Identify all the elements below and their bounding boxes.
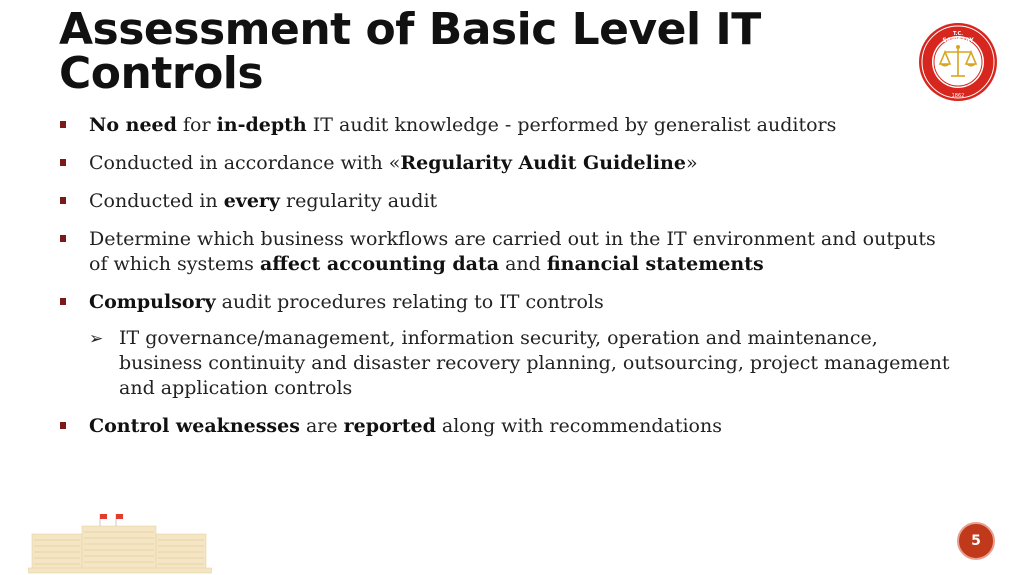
square-bullet-icon xyxy=(60,235,66,242)
square-bullet-icon xyxy=(60,121,66,128)
bullet-6-part-4: along with recommendations xyxy=(435,415,722,437)
building-illustration xyxy=(28,512,212,575)
square-bullet-icon xyxy=(60,298,66,305)
slide-title: Assessment of Basic Level IT Controls xyxy=(59,4,761,99)
bullet-list xyxy=(60,113,960,452)
bullet-4-part-3: and xyxy=(499,253,547,275)
square-bullet-icon xyxy=(60,197,66,204)
bullet-item-1 xyxy=(60,113,960,138)
sub-bullet-item-1 xyxy=(60,326,960,401)
bullet-1-part-2: for xyxy=(176,114,217,136)
bullet-item-2 xyxy=(60,151,960,176)
seal-name-text: SAYIŞTAY xyxy=(942,37,974,44)
bullet-6-part-3: reported xyxy=(343,415,436,437)
bullet-4-part-4: financial statements xyxy=(546,253,764,275)
bullet-3-part-3: regularity audit xyxy=(279,190,438,212)
seal-top-text: T.C. xyxy=(952,31,964,37)
bullet-2-part-2: Regularity Audit Guideline xyxy=(400,152,686,174)
bullet-3-part-2: every xyxy=(223,190,280,212)
page-number: 5 xyxy=(971,533,981,549)
bullet-item-5 xyxy=(60,290,960,315)
bullet-item-3 xyxy=(60,189,960,214)
bullet-2-part-1: Conducted in accordance with « xyxy=(89,152,401,174)
bullet-4-part-2: affect accounting data xyxy=(259,253,500,275)
arrow-bullet-icon: ➢ xyxy=(89,329,104,349)
bullet-item-4 xyxy=(60,227,960,277)
square-bullet-icon xyxy=(60,159,66,166)
bullet-5-part-2: audit procedures relating to IT controls xyxy=(215,291,604,313)
bullet-5-part-1: Compulsory xyxy=(89,291,216,313)
bullet-6-part-2: are xyxy=(299,415,344,437)
sub-bullet-1-text: IT governance/management, information security, operation and maintenance, business continuity and disaster recovery planning, outsourcing, project management and application controls xyxy=(119,327,950,399)
bullet-6-part-1: Control weaknesses xyxy=(89,415,300,437)
bullet-2-part-3: » xyxy=(685,152,698,174)
square-bullet-icon xyxy=(60,422,66,429)
bullet-1-part-4: IT audit knowledge - performed by generalist auditors xyxy=(306,114,837,136)
seal-year-text: 1862 xyxy=(951,93,965,99)
bullet-item-6 xyxy=(60,414,960,439)
bullet-1-part-3: in-depth xyxy=(216,114,307,136)
page-number-badge xyxy=(957,522,995,560)
bullet-1-part-1: No need xyxy=(89,114,177,136)
bullet-3-part-1: Conducted in xyxy=(89,190,224,212)
bullet-4-part-1: Determine which business workflows are carried out in the IT environment and outputs of which systems xyxy=(89,228,936,275)
sayistay-seal-logo xyxy=(918,22,998,102)
